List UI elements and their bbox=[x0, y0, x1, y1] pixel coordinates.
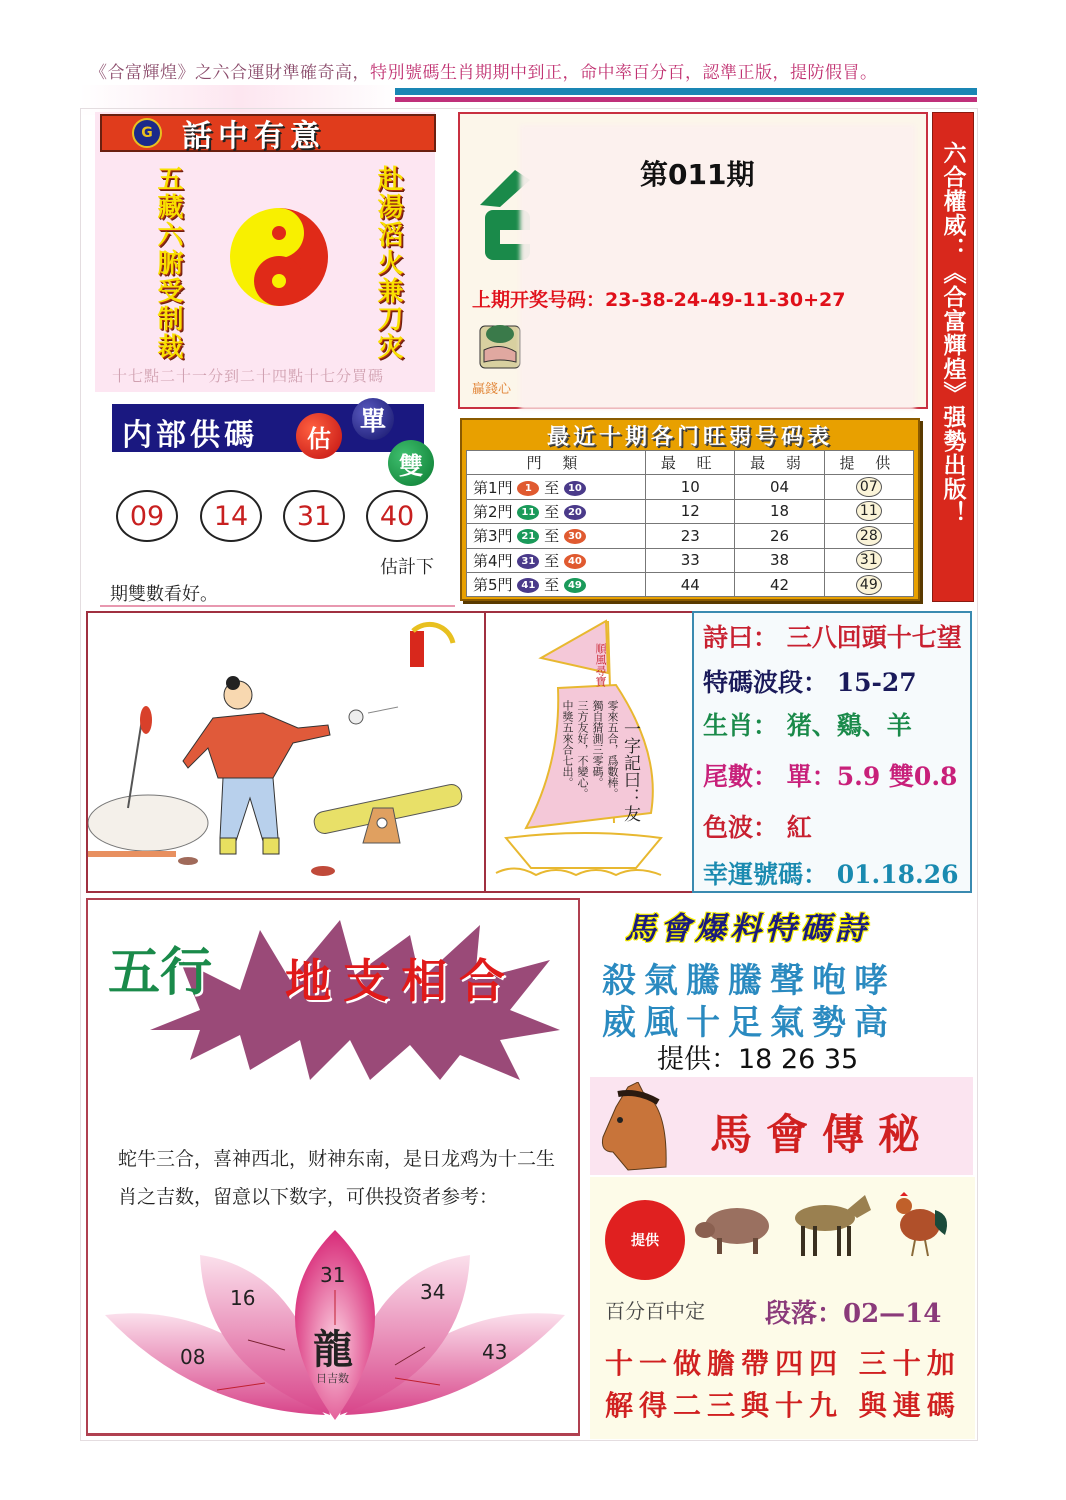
strength-table-title: 最近十期各门旺弱号码表 bbox=[546, 425, 833, 450]
horse-poem-title: 馬會爆料特碼詩 bbox=[625, 911, 870, 947]
brand-logo-icon: G bbox=[132, 118, 162, 148]
horse-poem-line: 威風十足氣勢高 bbox=[602, 1003, 896, 1043]
lotus-center-char: 龍 bbox=[313, 1326, 353, 1373]
table-row: 第4門 31 至 40 33 38 31 bbox=[467, 548, 914, 572]
sure-win-label: 百分百中定 bbox=[605, 1299, 705, 1323]
internal-number: 40 bbox=[366, 490, 428, 542]
horse-secret-title: 馬會傳秘 bbox=[710, 1110, 935, 1159]
last-draw-numbers: 23-38-24-49-11-30+27 bbox=[605, 289, 846, 311]
internal-title: 内部供碼 bbox=[122, 418, 258, 453]
rooster-icon bbox=[890, 1190, 955, 1260]
hint-header bbox=[100, 114, 436, 152]
table-row: 第2門 11 至 20 12 18 11 bbox=[467, 499, 914, 523]
hint-right-verse: 赴湯滔火兼刀灾 bbox=[373, 165, 403, 361]
header-magenta-rule bbox=[395, 97, 977, 102]
secret-line: 解得二三與十九 與連碼 bbox=[605, 1389, 961, 1422]
wuxing-title-green: 五行 bbox=[108, 942, 213, 1003]
yin-yang-icon bbox=[230, 208, 328, 306]
badge-even: 雙 bbox=[388, 440, 434, 486]
stone-thrower-illustration bbox=[88, 613, 484, 891]
lotus-number: 34 bbox=[420, 1280, 446, 1304]
estimate-note-2: 期雙數看好。 bbox=[110, 584, 218, 605]
pig-icon bbox=[695, 1198, 775, 1258]
header-tagline: 《合富輝煌》之六合運財準確奇高，特別號碼生肖期期中到正，命中率百分百，認準正版，提防假冒。 bbox=[90, 63, 878, 83]
internal-number: 14 bbox=[200, 490, 262, 542]
hint-left-verse: 五藏六腑受制裁 bbox=[153, 165, 183, 361]
table-row: 第5門 41 至 49 44 42 49 bbox=[467, 572, 914, 596]
estimate-note-1: 估計下 bbox=[380, 557, 434, 578]
color-wave-line: 色波： 紅 bbox=[703, 813, 812, 842]
lotus-number: 08 bbox=[180, 1345, 206, 1369]
horse-poem-line: 殺氣騰騰聲咆哮 bbox=[602, 961, 896, 1001]
badge-odd: 單 bbox=[352, 398, 394, 440]
hint-title: 話中有意 bbox=[182, 119, 326, 154]
divider bbox=[100, 605, 455, 607]
sail-verse: 零來五合，爲數棒。 獨自猜測三零碼。 三方友好，不變心。 中獎五來合七出。 bbox=[561, 700, 619, 799]
col-cold: 最 弱 bbox=[735, 451, 824, 475]
table-row: 第3門 21 至 30 23 26 28 bbox=[467, 524, 914, 548]
lucky-number-line: 幸運號碼： 01.18.26 bbox=[703, 860, 959, 889]
horse-head-icon bbox=[598, 1082, 670, 1172]
lotus-center-caption: 日吉数 bbox=[316, 1372, 349, 1385]
col-gate: 門 類 bbox=[467, 451, 646, 475]
col-hot: 最 旺 bbox=[646, 451, 735, 475]
horse-icon bbox=[787, 1190, 872, 1260]
sail-flag-text: 順風尋寶 bbox=[594, 643, 607, 687]
hint-footer: 十七點二十一分到二十四點十七分買碼 bbox=[112, 367, 385, 385]
earn-caption: 贏錢心 bbox=[472, 382, 512, 397]
illustration-panel bbox=[86, 611, 486, 893]
last-draw-result: 上期开奖号码：23-38-24-49-11-30+27 bbox=[472, 289, 846, 311]
internal-number: 31 bbox=[283, 490, 345, 542]
lotus-number: 43 bbox=[482, 1340, 508, 1364]
side-banner: 六合權威：《合富輝煌》强勢出版！ bbox=[932, 112, 974, 602]
issue-number: 第011期 bbox=[640, 158, 755, 191]
special-range: 特碼波段： 15-27 bbox=[703, 668, 917, 697]
lotus-number: 31 bbox=[320, 1263, 346, 1287]
segment-range: 段落：02—14 bbox=[765, 1299, 942, 1329]
tail-number-line: 尾數： 單：5.9 雙0.8 bbox=[703, 762, 958, 791]
lotus-number: 16 bbox=[230, 1286, 256, 1310]
horse-poem-provide: 提供：18 26 35 bbox=[657, 1044, 859, 1075]
secret-line: 十一做膽帶四四 三十加 bbox=[605, 1347, 961, 1380]
internal-number: 09 bbox=[116, 490, 178, 542]
col-tip: 提 供 bbox=[824, 451, 913, 475]
provide-stamp: 提供 bbox=[605, 1200, 685, 1280]
table-header-row bbox=[467, 451, 914, 475]
table-row: 第1門 1 至 10 10 04 07 bbox=[467, 475, 914, 499]
header-blue-rule bbox=[395, 88, 977, 95]
poem-line: 詩曰： 三八回頭十七望 bbox=[703, 623, 962, 652]
badge-guess: 估 bbox=[296, 413, 342, 459]
wuxing-title-red: 地支相合 bbox=[285, 954, 517, 1008]
zodiac-line: 生肖： 猪、鷄、羊 bbox=[703, 711, 912, 740]
wuxing-text: 蛇牛三合，喜神西北，财神东南，是日龙鸡为十二生肖之吉数，留意以下数字，可供投资者参考： bbox=[118, 1148, 556, 1208]
sail-title: 一字記曰：友 bbox=[620, 720, 640, 822]
strength-table bbox=[466, 450, 914, 597]
money-hand-icon bbox=[478, 318, 523, 373]
